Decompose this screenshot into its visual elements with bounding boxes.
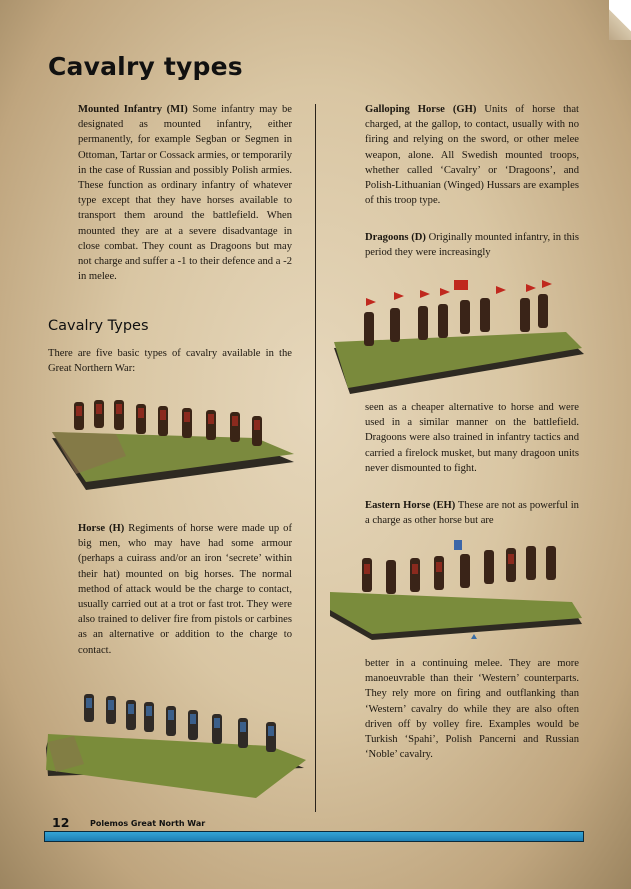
galloping-horse-text: Units of horse that charged, at the gallop, to contact, usually with no firing and relying on the sword, or other melee weapon, alone. All Swedish mounted troops, whether called ‘Cavalry’ or ‘Dragoons’, and Polish-Lithuanian (Winged) Hussars are examples of this troop type.	[365, 104, 579, 207]
page-title: Cavalry types	[48, 52, 243, 81]
cavalry-types-heading: Cavalry Types	[48, 318, 149, 334]
page-curl	[609, 0, 631, 40]
galloping-horse-lead: Galloping Horse (GH)	[365, 104, 477, 115]
horse-text: Regiments of horse were made up of big men, who may have had some armour (perhaps a cuirass and/or an iron ‘secrete’ within their hat) mounted on big horses. The normal method of attack would be the charge to contact, usually carried out at a trot or fast trot. They were also trained to deliver fire from pistols or carbines as an alternative or addition to the charge to contact.	[78, 523, 292, 656]
dragoons-paragraph	[365, 230, 579, 260]
eastern-horse-text: These are not as powerful in a charge as other horse but are	[365, 500, 579, 527]
mounted-infantry-text: Some infantry may be designated as mounted infantry, either permanently, for example Segban or Segmen in Ottoman, Tartar or Cossack armies, or temporarily in the case of Russian and possibly Polish armies. These function as ordinary infantry of whatever type except that they have horses available to transport them around the battlefield. When mounted they are at a severe disadvantage in close combat. They count as Dragoons but may not charge and suffer a -1 to their defence and a -2 in melee.	[78, 104, 293, 283]
footer-bar	[44, 831, 584, 842]
triangle-marker-icon	[471, 634, 477, 639]
eastern-horse-miniatures-photo	[326, 536, 586, 646]
mounted-infantry-paragraph	[78, 102, 292, 284]
eastern-horse-continuation: better in a continuing melee. They are more manoeuvrable than their ‘Western’ counterparts. They rely more on firing and outflanking than ‘Western’ cavalry do while they are also often driven off by volley fire. Examples would be Turkish ‘Spahi’, Polish Pancerni and Russian ‘Noble’ cavalry.	[365, 658, 579, 761]
horse-miniatures-photo	[46, 386, 298, 496]
page-number: 12	[52, 815, 70, 830]
horse-lead: Horse (H)	[78, 523, 125, 534]
dragoons-continuation: seen as a cheaper alternative to horse and were used in a similar manner on the battlefield. Dragoons were also trained in infantry tactics and carried a firelock musket, but many dragoon units never dismounted to fight.	[365, 402, 579, 474]
eastern-horse-paragraph	[365, 498, 579, 528]
horse-paragraph	[78, 521, 292, 658]
mounted-infantry-lead: Mounted Infantry (MI)	[78, 104, 188, 115]
column-divider	[315, 104, 316, 812]
eastern-horse-lead: Eastern Horse (EH)	[365, 500, 456, 511]
dragoons-text: Originally mounted infantry, in this period they were increasingly	[365, 232, 579, 259]
running-title: Polemos Great North War	[90, 819, 206, 828]
dragoons-lead: Dragoons (D)	[365, 232, 426, 243]
galloping-horse-paragraph	[365, 102, 579, 208]
horse-miniatures-photo-2	[44, 684, 306, 804]
dragoons-miniatures-photo	[330, 272, 586, 396]
cavalry-intro-paragraph: There are five basic types of cavalry available in the Great Northern War:	[48, 348, 292, 375]
